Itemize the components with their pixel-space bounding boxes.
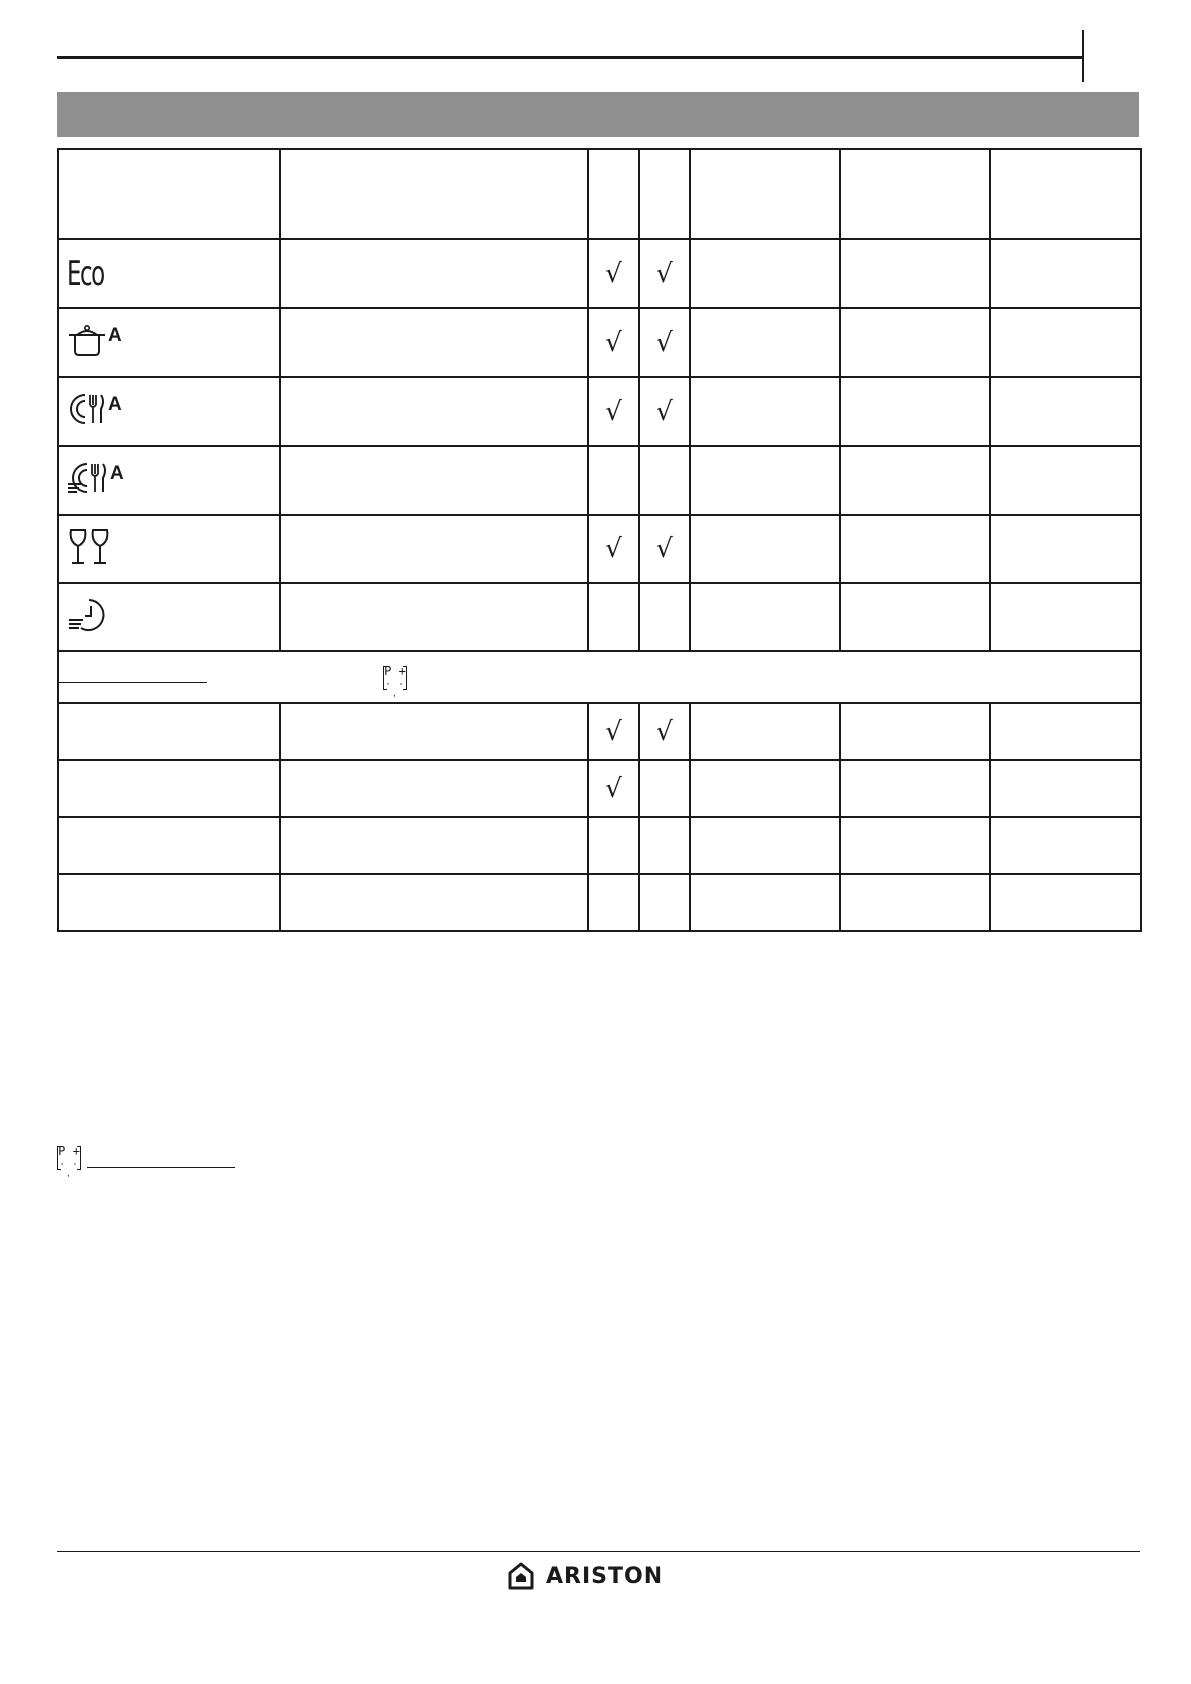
program-icon-cell	[58, 377, 280, 446]
program-icon-cell	[58, 446, 280, 515]
table-row	[58, 239, 1141, 308]
check-mark	[588, 817, 639, 874]
table-row	[58, 308, 1141, 377]
plate-cutlery-wave-auto-icon	[67, 460, 109, 496]
options-row	[58, 651, 1141, 703]
check-mark: √	[639, 377, 690, 446]
wine-glasses-icon	[67, 528, 111, 566]
brand-logo	[508, 1562, 663, 1590]
check-mark	[639, 583, 690, 651]
check-mark	[639, 817, 690, 874]
check-mark: √	[639, 308, 690, 377]
footnote	[57, 1144, 235, 1182]
check-mark: √	[588, 377, 639, 446]
table-row	[58, 703, 1141, 760]
program-icon-cell	[58, 239, 280, 308]
auto-badge: A	[108, 394, 122, 415]
table-row	[58, 760, 1141, 817]
check-mark: √	[639, 239, 690, 308]
check-mark	[639, 446, 690, 515]
table-header-row	[58, 149, 1141, 239]
auto-badge: A	[110, 463, 124, 484]
table-row	[58, 446, 1141, 515]
footer-rule	[57, 1551, 1140, 1552]
section-header-band	[57, 92, 1139, 137]
check-mark: √	[588, 760, 639, 817]
header-page-tick	[1082, 30, 1084, 82]
table-row	[58, 583, 1141, 651]
eco-icon: Eco	[67, 253, 104, 294]
table-row	[58, 515, 1141, 583]
check-mark: √	[588, 515, 639, 583]
check-mark	[588, 583, 639, 651]
check-mark: √	[588, 703, 639, 760]
table-row	[58, 817, 1141, 874]
programs-table	[57, 148, 1142, 932]
footnote-link-line	[87, 1167, 235, 1168]
header-cell	[280, 149, 588, 239]
check-mark: √	[588, 308, 639, 377]
check-mark	[639, 760, 690, 817]
check-mark: √	[588, 239, 639, 308]
table-row	[58, 874, 1141, 931]
header-cell	[690, 149, 840, 239]
quick-clock-icon	[67, 596, 109, 634]
options-link-line	[59, 682, 207, 683]
header-rule	[57, 56, 1083, 59]
program-icon-cell	[58, 583, 280, 651]
header-cell	[588, 149, 639, 239]
plate-cutlery-auto-icon	[67, 391, 107, 427]
auto-badge: A	[108, 325, 122, 346]
header-cell	[639, 149, 690, 239]
program-icon-cell	[58, 515, 280, 583]
header-cell	[840, 149, 990, 239]
check-mark	[639, 874, 690, 931]
program-icon-cell	[58, 308, 280, 377]
header-cell	[990, 149, 1141, 239]
brand-name: ARISTON	[546, 1563, 664, 1589]
check-mark	[588, 446, 639, 515]
table-row	[58, 377, 1141, 446]
p-plus-icon: P + · · ·	[384, 664, 406, 702]
p-plus-icon: P + · · ·	[58, 1144, 80, 1182]
check-mark: √	[639, 515, 690, 583]
check-mark	[588, 874, 639, 931]
pot-auto-icon	[67, 323, 107, 357]
check-mark: √	[639, 703, 690, 760]
header-cell	[58, 149, 280, 239]
house-logo-icon	[508, 1562, 534, 1590]
